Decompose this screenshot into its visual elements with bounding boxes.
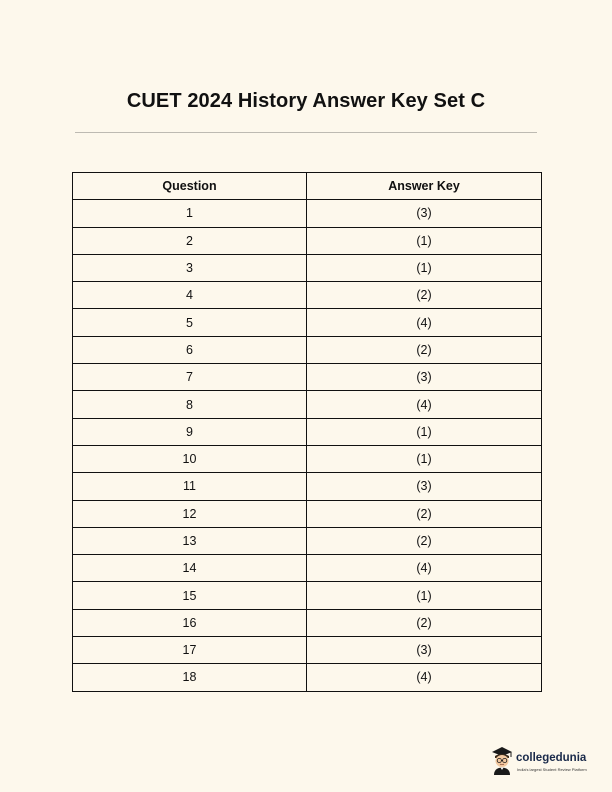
answer-key-cell: (2): [307, 500, 542, 527]
question-number-cell: 1: [73, 200, 307, 227]
answer-key-cell: (2): [307, 282, 542, 309]
question-number-cell: 2: [73, 227, 307, 254]
question-number-cell: 17: [73, 637, 307, 664]
table-row: [73, 364, 542, 391]
question-number-cell: 14: [73, 555, 307, 582]
answer-key-cell: (1): [307, 418, 542, 445]
answer-key-column-header: Answer Key: [307, 173, 542, 200]
answer-key-cell: (2): [307, 336, 542, 363]
answer-key-cell: (1): [307, 582, 542, 609]
answer-key-cell: (4): [307, 555, 542, 582]
question-number-cell: 10: [73, 445, 307, 472]
table-header-row: [73, 173, 542, 200]
answer-key-cell: (4): [307, 309, 542, 336]
question-number-cell: 6: [73, 336, 307, 363]
table-row: [73, 555, 542, 582]
table-row: [73, 309, 542, 336]
table-row: [73, 637, 542, 664]
answer-key-table-body: [73, 200, 542, 691]
question-number-cell: 5: [73, 309, 307, 336]
answer-key-cell: (3): [307, 200, 542, 227]
answer-key-cell: (3): [307, 473, 542, 500]
table-row: [73, 664, 542, 691]
answer-key-table: [72, 172, 542, 692]
question-number-cell: 8: [73, 391, 307, 418]
table-row: [73, 418, 542, 445]
page-title: CUET 2024 History Answer Key Set C: [126, 90, 486, 112]
answer-key-cell: (2): [307, 527, 542, 554]
question-column-header: Question: [73, 173, 307, 200]
question-number-cell: 3: [73, 254, 307, 281]
question-number-cell: 16: [73, 609, 307, 636]
answer-key-cell: (2): [307, 609, 542, 636]
table-row: [73, 336, 542, 363]
question-number-cell: 11: [73, 473, 307, 500]
table-row: [73, 500, 542, 527]
answer-key-cell: (3): [307, 637, 542, 664]
table-row: [73, 227, 542, 254]
answer-key-cell: (1): [307, 254, 542, 281]
collegedunia-logo: [490, 745, 602, 777]
student-mascot-icon: [490, 745, 514, 775]
table-row: [73, 282, 542, 309]
brand-tagline: India's largest Student Review Platform: [517, 767, 587, 772]
question-number-cell: 15: [73, 582, 307, 609]
answer-key-cell: (1): [307, 445, 542, 472]
question-number-cell: 7: [73, 364, 307, 391]
question-number-cell: 4: [73, 282, 307, 309]
answer-key-cell: (4): [307, 664, 542, 691]
table-row: [73, 582, 542, 609]
answer-key-cell: (4): [307, 391, 542, 418]
table-row: [73, 254, 542, 281]
question-number-cell: 9: [73, 418, 307, 445]
table-row: [73, 527, 542, 554]
brand-name: collegedunia: [516, 752, 587, 764]
answer-key-cell: (3): [307, 364, 542, 391]
table-row: [73, 609, 542, 636]
question-number-cell: 12: [73, 500, 307, 527]
table-row: [73, 391, 542, 418]
answer-key-cell: (1): [307, 227, 542, 254]
question-number-cell: 13: [73, 527, 307, 554]
question-number-cell: 18: [73, 664, 307, 691]
title-divider: [75, 132, 537, 133]
table-row: [73, 473, 542, 500]
table-row: [73, 200, 542, 227]
table-row: [73, 445, 542, 472]
